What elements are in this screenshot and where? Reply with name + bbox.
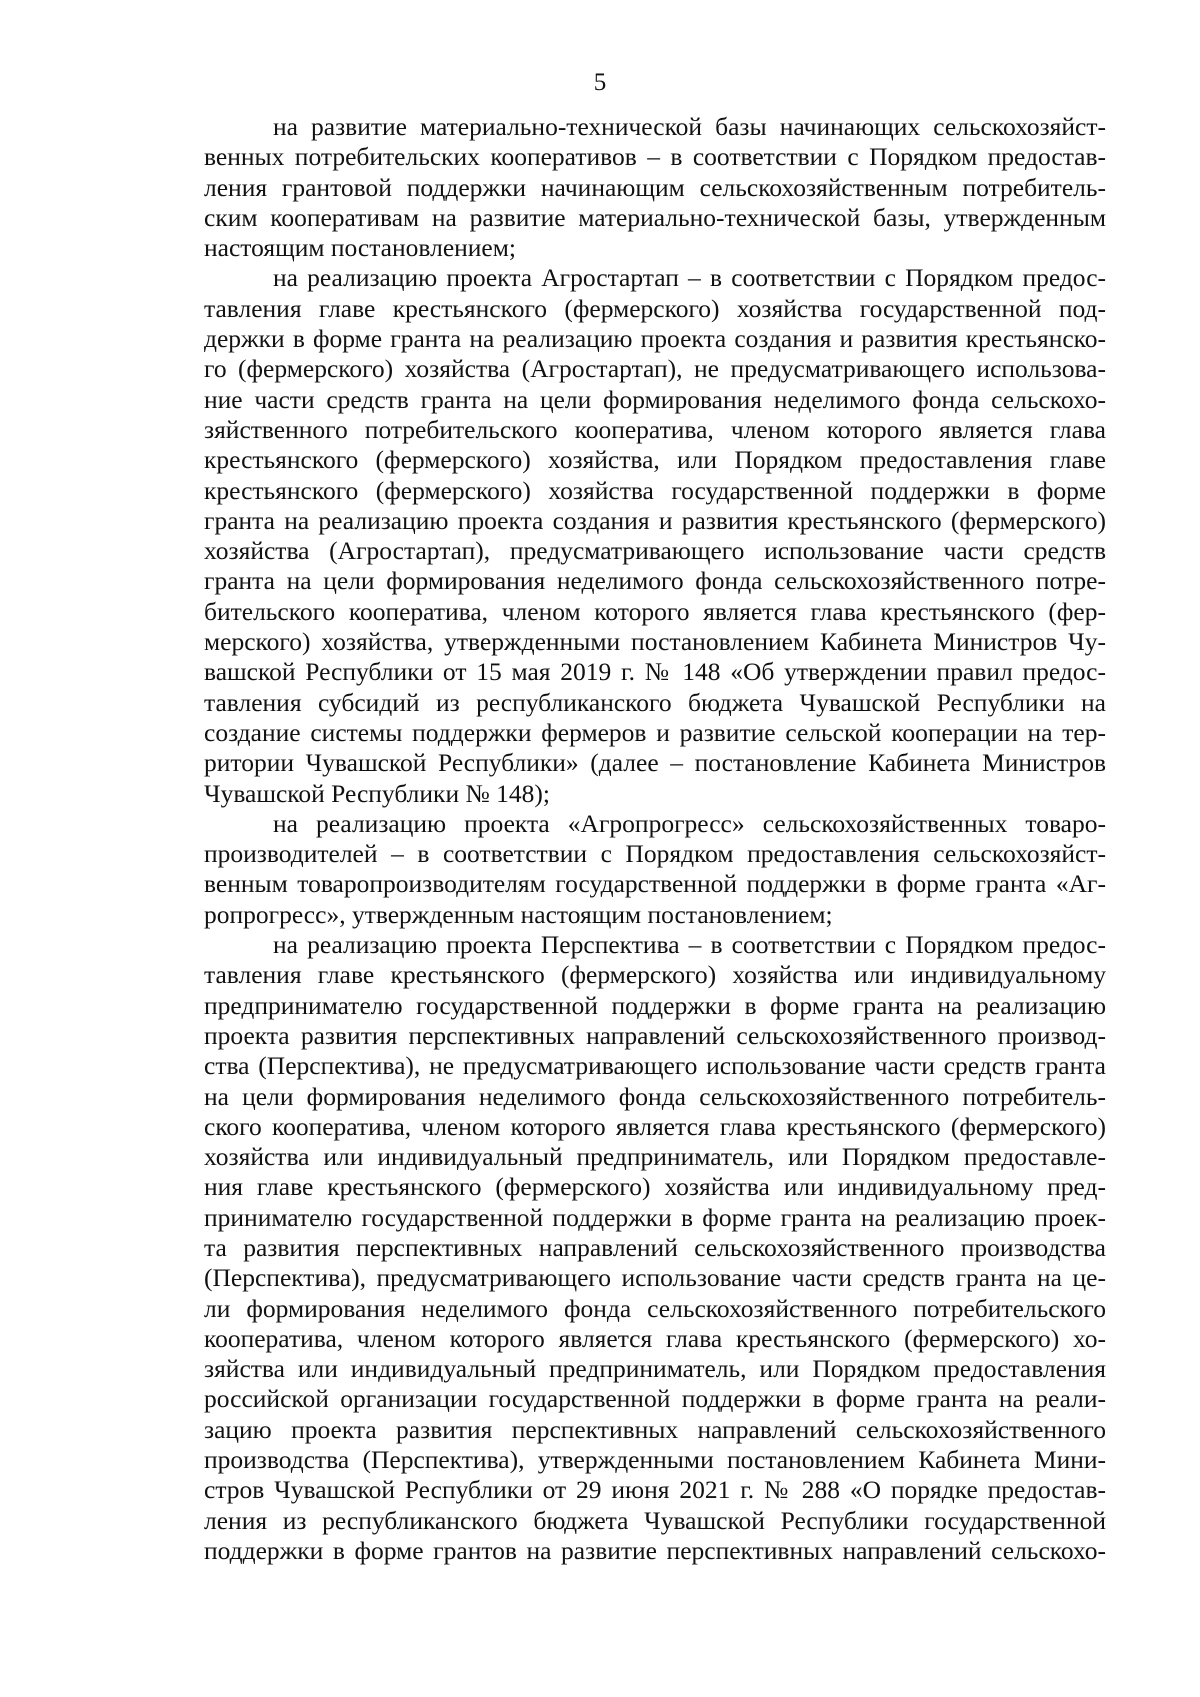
text-line: Чувашской Республики № 148); (204, 778, 550, 808)
text-line: тавления субсидий из республиканского бюджета Чувашской Республики на (204, 687, 1106, 717)
text-line: на реализацию проекта Агростартап – в соответствии с Порядком предос- (273, 263, 1106, 293)
text-line: зяйства или индивидуальный предприниматель, или Порядком предоставления (204, 1354, 1106, 1384)
text-line: производства (Перспектива), утвержденными постановлением Кабинета Мини- (204, 1445, 1106, 1475)
text-line: зяйственного потребительского кооператива, членом которого является глава (204, 414, 1106, 444)
text-line: ропрогресс», утвержденным настоящим постановлением; (204, 899, 833, 929)
text-line: российской организации государственной поддержки в форме гранта на реали- (204, 1384, 1106, 1414)
text-line: бительского кооператива, членом которого является глава крестьянского (фер- (204, 596, 1106, 626)
text-line: предпринимателю государственной поддержки в форме гранта на реализацию (204, 990, 1106, 1020)
text-line: тавления главе крестьянского (фермерского) хозяйства государственной под- (204, 293, 1106, 323)
text-line: венных потребительских кооперативов – в соответствии с Порядком предостав- (204, 142, 1106, 172)
text-line: держки в форме гранта на реализацию проекта создания и развития крестьянско- (204, 324, 1106, 354)
paragraph (204, 809, 1106, 930)
text-line: ли формирования неделимого фонда сельскохозяйственного потребительского (204, 1293, 1106, 1323)
text-line: производителей – в соответствии с Порядком предоставления сельскохозяйст- (204, 839, 1106, 869)
text-line: (Перспектива), предусматривающего использование части средств гранта на це- (204, 1263, 1106, 1293)
text-line: ние части средств гранта на цели формирования неделимого фонда сельскохо- (204, 384, 1106, 414)
paragraph (204, 263, 1106, 808)
text-line: на реализацию проекта «Агропрогресс» сельскохозяйственных товаро- (273, 808, 1106, 838)
text-line: создание системы поддержки фермеров и развитие сельской кооперации на тер- (204, 717, 1106, 747)
text-line: гранта на реализацию проекта создания и развития крестьянского (фермерского) (204, 505, 1106, 535)
text-line: настоящим постановлением; (204, 233, 516, 263)
text-line: зацию проекта развития перспективных направлений сельскохозяйственного (204, 1414, 1106, 1444)
text-line: ским кооперативам на развитие материально-технической базы, утвержденным (204, 202, 1106, 232)
text-line: на цели формирования неделимого фонда сельскохозяйственного потребитель- (204, 1081, 1106, 1111)
paragraph (204, 930, 1106, 1566)
text-line: принимателю государственной поддержки в форме гранта на реализацию проек- (204, 1202, 1106, 1232)
text-line: го (фермерского) хозяйства (Агростартап), не предусматривающего использова- (204, 354, 1106, 384)
text-line: ства (Перспектива), не предусматривающего использование части средств гранта (204, 1051, 1106, 1081)
text-line: ния главе крестьянского (фермерского) хозяйства или индивидуальному пред- (204, 1172, 1106, 1202)
page-number: 5 (593, 69, 607, 96)
text-line: венным товаропроизводителям государственной поддержки в форме гранта «Аг- (204, 869, 1106, 899)
text-line: мерского) хозяйства, утвержденными постановлением Кабинета Министров Чу- (204, 627, 1106, 657)
text-line: ления грантовой поддержки начинающим сельскохозяйственным потребитель- (204, 172, 1106, 202)
text-line: ского кооператива, членом которого является глава крестьянского (фермерского) (204, 1111, 1106, 1141)
text-line: хозяйства (Агростартап), предусматривающего использование части средств (204, 536, 1106, 566)
text-line: та развития перспективных направлений сельскохозяйственного производства (204, 1232, 1106, 1262)
text-line: хозяйства или индивидуальный предприниматель, или Порядком предоставле- (204, 1142, 1106, 1172)
text-line: на развитие материально-технической базы начинающих сельскохозяйст- (273, 112, 1106, 141)
text-line: проекта развития перспективных направлений сельскохозяйственного производ- (204, 1020, 1106, 1050)
text-line: ления из республиканского бюджета Чувашской Республики государственной (204, 1505, 1106, 1535)
text-line: на реализацию проекта Перспектива – в соответствии с Порядком предос- (273, 930, 1106, 960)
text-line: поддержки в форме грантов на развитие перспективных направлений сельскохо- (204, 1535, 1106, 1565)
text-line: крестьянского (фермерского) хозяйства, или Порядком предоставления главе (204, 445, 1106, 475)
text-line: ритории Чувашской Республики» (далее – постановление Кабинета Министров (204, 748, 1106, 778)
text-line: стров Чувашской Республики от 29 июня 2021 г. № 288 «О порядке предостав- (204, 1475, 1106, 1505)
text-line: кооператива, членом которого является глава крестьянского (фермерского) хо- (204, 1323, 1106, 1353)
text-line: вашской Республики от 15 мая 2019 г. № 148 «Об утверждении правил предос- (204, 657, 1106, 687)
text-line: тавления главе крестьянского (фермерского) хозяйства или индивидуальному (204, 960, 1106, 990)
text-line: крестьянского (фермерского) хозяйства государственной поддержки в форме (204, 475, 1106, 505)
document-body (204, 112, 1106, 1566)
paragraph (204, 112, 1106, 263)
text-line: гранта на цели формирования неделимого фонда сельскохозяйственного потре- (204, 566, 1106, 596)
